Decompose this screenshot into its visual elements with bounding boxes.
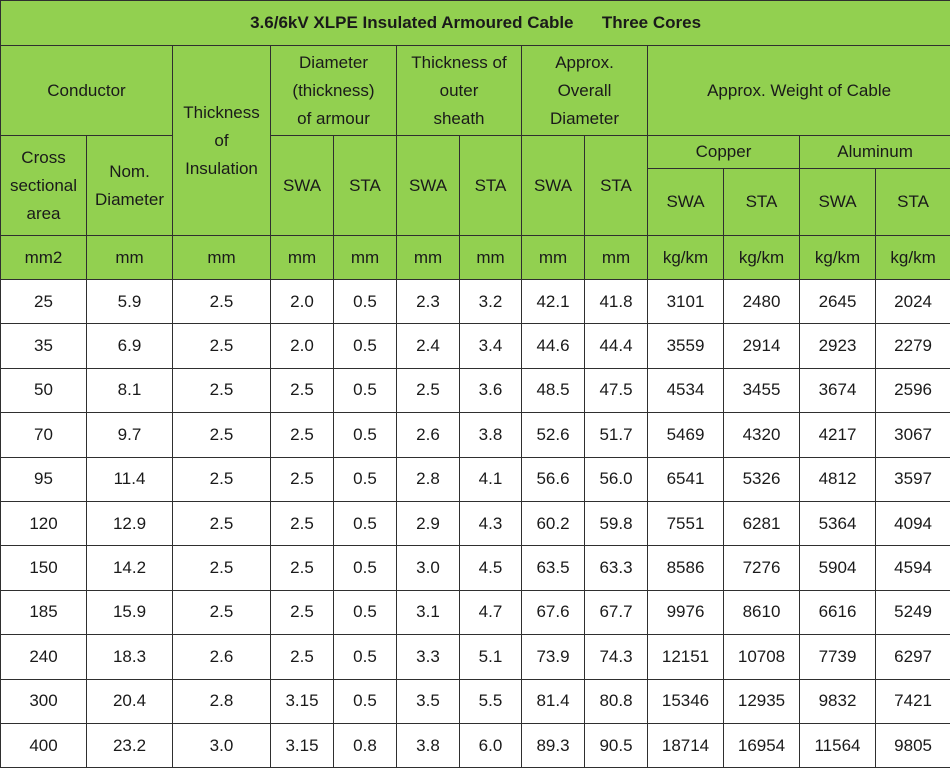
table-cell: 3.1 <box>397 590 460 634</box>
table-cell: 6616 <box>800 590 876 634</box>
table-cell: 63.3 <box>585 546 648 590</box>
table-cell: 3101 <box>648 280 724 324</box>
table-cell: 0.5 <box>334 413 397 457</box>
table-row <box>1 679 950 723</box>
units-row <box>1 236 950 280</box>
table-cell: 11564 <box>800 723 876 767</box>
table-cell: 2.5 <box>173 501 271 545</box>
table-cell: 9976 <box>648 590 724 634</box>
table-cell: 5.9 <box>87 280 173 324</box>
table-cell: 10708 <box>724 635 800 679</box>
table-cell: 7739 <box>800 635 876 679</box>
header-diameter-sta: STA <box>585 136 648 236</box>
table-cell: 95 <box>1 457 87 501</box>
table-cell: 51.7 <box>585 413 648 457</box>
table-cell: 2279 <box>876 324 950 368</box>
table-cell: 7276 <box>724 546 800 590</box>
unit-cell: mm <box>460 236 522 280</box>
table-cell: 4.1 <box>460 457 522 501</box>
header-sheath-sta: STA <box>460 136 522 236</box>
table-cell: 3.15 <box>271 679 334 723</box>
table-cell: 4812 <box>800 457 876 501</box>
table-cell: 0.5 <box>334 679 397 723</box>
table-cell: 56.0 <box>585 457 648 501</box>
table-cell: 2.5 <box>271 546 334 590</box>
header-sheath-swa: SWA <box>397 136 460 236</box>
header-conductor: Conductor <box>1 46 173 136</box>
table-cell: 3.3 <box>397 635 460 679</box>
unit-cell: kg/km <box>876 236 950 280</box>
table-cell: 5.5 <box>460 679 522 723</box>
table-cell: 2.3 <box>397 280 460 324</box>
table-cell: 90.5 <box>585 723 648 767</box>
unit-cell: mm <box>271 236 334 280</box>
table-cell: 6.0 <box>460 723 522 767</box>
table-row <box>1 413 950 457</box>
table-row <box>1 546 950 590</box>
table-cell: 12.9 <box>87 501 173 545</box>
table-cell: 6.9 <box>87 324 173 368</box>
table-cell: 2.5 <box>173 457 271 501</box>
table-cell: 20.4 <box>87 679 173 723</box>
table-cell: 2.6 <box>173 635 271 679</box>
header-armour-swa: SWA <box>271 136 334 236</box>
table-cell: 7421 <box>876 679 950 723</box>
header-armour-sta: STA <box>334 136 397 236</box>
table-cell: 2645 <box>800 280 876 324</box>
table-cell: 6281 <box>724 501 800 545</box>
unit-cell: mm <box>173 236 271 280</box>
table-cell: 4534 <box>648 368 724 412</box>
table-cell: 240 <box>1 635 87 679</box>
table-cell: 2.5 <box>271 590 334 634</box>
table-cell: 2.6 <box>397 413 460 457</box>
table-cell: 2.5 <box>271 501 334 545</box>
table-cell: 150 <box>1 546 87 590</box>
table-cell: 3.8 <box>397 723 460 767</box>
unit-cell: mm <box>585 236 648 280</box>
table-cell: 400 <box>1 723 87 767</box>
header-aluminum-sta: STA <box>876 169 950 236</box>
table-cell: 2.5 <box>271 368 334 412</box>
table-cell: 56.6 <box>522 457 585 501</box>
table-cell: 2024 <box>876 280 950 324</box>
table-cell: 12935 <box>724 679 800 723</box>
table-row <box>1 635 950 679</box>
table-cell: 2.5 <box>271 413 334 457</box>
unit-cell: mm <box>87 236 173 280</box>
table-cell: 2.5 <box>271 635 334 679</box>
table-cell: 0.5 <box>334 590 397 634</box>
table-cell: 44.4 <box>585 324 648 368</box>
unit-cell: mm <box>522 236 585 280</box>
table-cell: 14.2 <box>87 546 173 590</box>
table-cell: 2.5 <box>397 368 460 412</box>
table-cell: 4217 <box>800 413 876 457</box>
table-cell: 0.5 <box>334 368 397 412</box>
table-cell: 50 <box>1 368 87 412</box>
table-cell: 42.1 <box>522 280 585 324</box>
table-cell: 6297 <box>876 635 950 679</box>
table-cell: 5469 <box>648 413 724 457</box>
table-cell: 3455 <box>724 368 800 412</box>
table-cell: 3067 <box>876 413 950 457</box>
unit-cell: mm <box>334 236 397 280</box>
table-cell: 4320 <box>724 413 800 457</box>
table-cell: 3.6 <box>460 368 522 412</box>
header-cross-section: Cross sectional area <box>1 136 87 236</box>
table-cell: 63.5 <box>522 546 585 590</box>
table-cell: 2.0 <box>271 280 334 324</box>
table-cell: 3.8 <box>460 413 522 457</box>
table-cell: 3.0 <box>173 723 271 767</box>
table-cell: 0.5 <box>334 280 397 324</box>
header-armour: Diameter (thickness) of armour <box>271 46 397 136</box>
table-cell: 8.1 <box>87 368 173 412</box>
table-cell: 23.2 <box>87 723 173 767</box>
table-row <box>1 501 950 545</box>
table-cell: 35 <box>1 324 87 368</box>
table-cell: 89.3 <box>522 723 585 767</box>
table-cell: 4.3 <box>460 501 522 545</box>
header-aluminum-swa: SWA <box>800 169 876 236</box>
header-nom-diameter: Nom. Diameter <box>87 136 173 236</box>
table-cell: 5326 <box>724 457 800 501</box>
table-cell: 18714 <box>648 723 724 767</box>
table-cell: 120 <box>1 501 87 545</box>
table-cell: 9805 <box>876 723 950 767</box>
table-cell: 3.5 <box>397 679 460 723</box>
table-cell: 5364 <box>800 501 876 545</box>
table-cell: 8610 <box>724 590 800 634</box>
header-overall-diameter: Approx. Overall Diameter <box>522 46 648 136</box>
table-cell: 3.0 <box>397 546 460 590</box>
table-row <box>1 723 950 767</box>
table-cell: 4.5 <box>460 546 522 590</box>
table-cell: 52.6 <box>522 413 585 457</box>
unit-cell: kg/km <box>648 236 724 280</box>
table-cell: 2.8 <box>397 457 460 501</box>
table-cell: 0.5 <box>334 457 397 501</box>
table-row <box>1 590 950 634</box>
table-cell: 2914 <box>724 324 800 368</box>
table-cell: 0.5 <box>334 501 397 545</box>
table-cell: 3.4 <box>460 324 522 368</box>
header-diameter-swa: SWA <box>522 136 585 236</box>
unit-cell: mm <box>397 236 460 280</box>
table-body <box>1 280 950 768</box>
table-cell: 2.5 <box>173 413 271 457</box>
table-cell: 185 <box>1 590 87 634</box>
table-cell: 4594 <box>876 546 950 590</box>
table-cell: 2.4 <box>397 324 460 368</box>
table-cell: 5904 <box>800 546 876 590</box>
table-cell: 81.4 <box>522 679 585 723</box>
header-copper-sta: STA <box>724 169 800 236</box>
table-row <box>1 457 950 501</box>
table-cell: 2.5 <box>271 457 334 501</box>
table-cell: 67.6 <box>522 590 585 634</box>
header-aluminum: Aluminum <box>800 136 950 169</box>
table-cell: 18.3 <box>87 635 173 679</box>
table-cell: 2.5 <box>173 280 271 324</box>
table-cell: 41.8 <box>585 280 648 324</box>
table-title: 3.6/6kV XLPE Insulated Armoured Cable Three Cores <box>1 1 950 46</box>
table-cell: 16954 <box>724 723 800 767</box>
header-insulation: Thickness of Insulation <box>173 46 271 236</box>
table-cell: 2596 <box>876 368 950 412</box>
table-cell: 2.8 <box>173 679 271 723</box>
table-cell: 0.5 <box>334 324 397 368</box>
table-cell: 15.9 <box>87 590 173 634</box>
table-cell: 3674 <box>800 368 876 412</box>
table-cell: 15346 <box>648 679 724 723</box>
table-cell: 80.8 <box>585 679 648 723</box>
table-cell: 74.3 <box>585 635 648 679</box>
unit-cell: kg/km <box>800 236 876 280</box>
header-copper-swa: SWA <box>648 169 724 236</box>
table-cell: 25 <box>1 280 87 324</box>
table-cell: 73.9 <box>522 635 585 679</box>
table-cell: 2923 <box>800 324 876 368</box>
header-copper: Copper <box>648 136 800 169</box>
table-cell: 11.4 <box>87 457 173 501</box>
table-cell: 8586 <box>648 546 724 590</box>
table-cell: 0.5 <box>334 635 397 679</box>
table-cell: 0.8 <box>334 723 397 767</box>
table-cell: 48.5 <box>522 368 585 412</box>
header-weight: Approx. Weight of Cable <box>648 46 950 136</box>
unit-cell: kg/km <box>724 236 800 280</box>
table-cell: 47.5 <box>585 368 648 412</box>
table-cell: 4.7 <box>460 590 522 634</box>
table-cell: 6541 <box>648 457 724 501</box>
unit-cell: mm2 <box>1 236 87 280</box>
table-cell: 59.8 <box>585 501 648 545</box>
table-cell: 3559 <box>648 324 724 368</box>
table-cell: 3597 <box>876 457 950 501</box>
table-cell: 44.6 <box>522 324 585 368</box>
table-cell: 300 <box>1 679 87 723</box>
table-cell: 3.2 <box>460 280 522 324</box>
table-cell: 2.5 <box>173 590 271 634</box>
table-cell: 5249 <box>876 590 950 634</box>
table-cell: 12151 <box>648 635 724 679</box>
table-cell: 2.5 <box>173 324 271 368</box>
table-cell: 2.5 <box>173 546 271 590</box>
table-cell: 2480 <box>724 280 800 324</box>
table-cell: 2.5 <box>173 368 271 412</box>
table-cell: 9.7 <box>87 413 173 457</box>
table-cell: 5.1 <box>460 635 522 679</box>
table-cell: 70 <box>1 413 87 457</box>
header-sheath: Thickness of outer sheath <box>397 46 522 136</box>
table-row <box>1 368 950 412</box>
table-cell: 2.0 <box>271 324 334 368</box>
table-cell: 9832 <box>800 679 876 723</box>
table-cell: 60.2 <box>522 501 585 545</box>
table-row <box>1 280 950 324</box>
table-cell: 7551 <box>648 501 724 545</box>
table-cell: 0.5 <box>334 546 397 590</box>
table-cell: 4094 <box>876 501 950 545</box>
table-cell: 2.9 <box>397 501 460 545</box>
table-cell: 3.15 <box>271 723 334 767</box>
table-row <box>1 324 950 368</box>
table-cell: 67.7 <box>585 590 648 634</box>
